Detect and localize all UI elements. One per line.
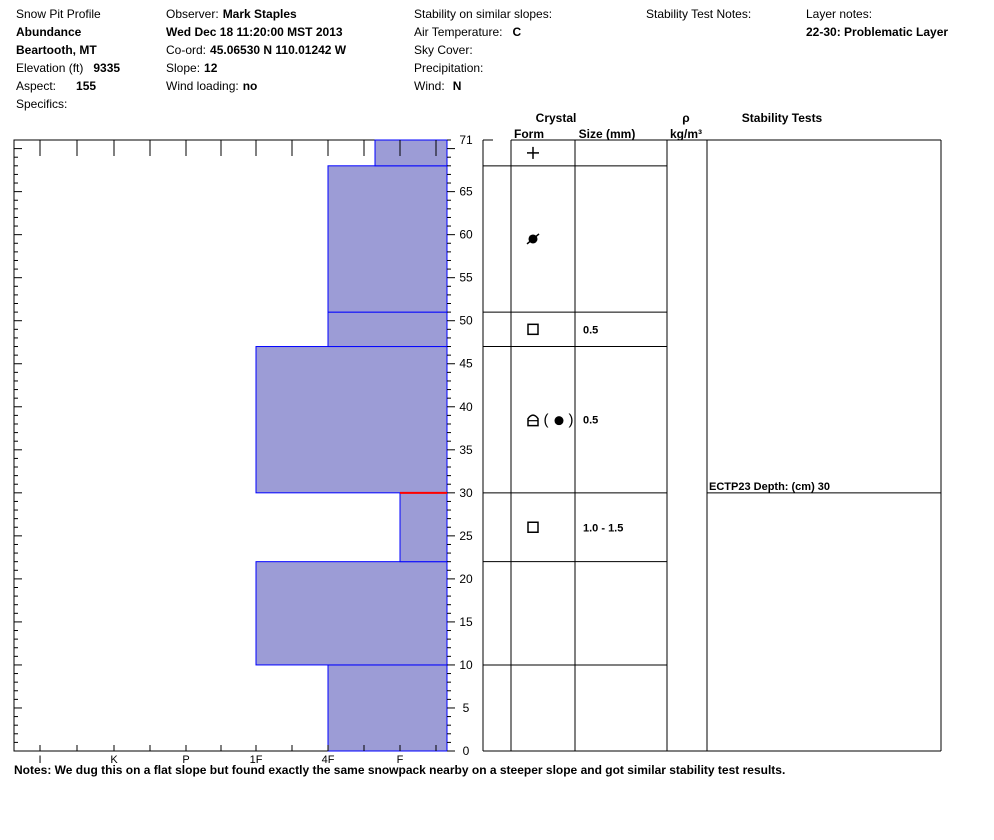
rounding-facet-icon xyxy=(528,412,574,429)
coord-value: 45.06530 N 110.01242 W xyxy=(210,43,347,57)
col-density-unit-header: kg/m³ xyxy=(669,127,703,141)
hardness-layer-2 xyxy=(400,493,447,562)
hardness-label-P: P xyxy=(182,754,190,766)
header-precip: Precipitation: xyxy=(414,61,484,75)
header-layer-notes-label: Layer notes: xyxy=(806,7,873,21)
hardness-label-K: K xyxy=(110,754,118,766)
elevation-value: 9335 xyxy=(93,61,121,75)
new-snow-icon xyxy=(527,147,539,159)
col-rho-header: ρ xyxy=(682,111,690,125)
svg-text:(: ( xyxy=(543,411,549,429)
wind-loading-label: Wind loading: xyxy=(166,79,239,93)
wind-value: N xyxy=(452,79,462,93)
y-label-15: 15 xyxy=(459,614,473,629)
hardness-layer-0 xyxy=(328,665,447,751)
hardness-layer-5 xyxy=(328,166,447,312)
y-label-20: 20 xyxy=(459,571,473,586)
y-label-40: 40 xyxy=(459,399,473,414)
aspect-label: Aspect: xyxy=(16,79,57,93)
hardness-label-I: I xyxy=(38,754,42,766)
header-title: Snow Pit Profile xyxy=(16,7,101,21)
crystal-size-3: 0.5 xyxy=(583,414,599,427)
crystal-size-2: 1.0 - 1.5 xyxy=(583,522,624,535)
y-label-0: 0 xyxy=(462,744,470,758)
header-stability-similar: Stability on similar slopes: xyxy=(414,7,553,21)
notes-text: Notes: We dug this on a flat slope but found exactly the same snowpack nearby on a steeper slope and got similar stability test results. xyxy=(14,763,786,777)
y-label-65: 65 xyxy=(459,184,473,199)
aspect-value: 155 xyxy=(76,79,97,93)
y-label-50: 50 xyxy=(459,313,473,328)
hardness-layers xyxy=(256,140,447,751)
y-label-10: 10 xyxy=(459,657,473,672)
observer-label: Observer: xyxy=(166,7,219,21)
elevation-label: Elevation (ft) xyxy=(16,61,84,75)
observer-value: Mark Staples xyxy=(222,7,297,21)
decomposing-icon xyxy=(527,234,539,244)
air-temp-label: Air Temperature: xyxy=(414,25,503,39)
col-size-header: Size (mm) xyxy=(578,127,636,141)
facet-icon xyxy=(528,324,538,334)
coord-label: Co-ord: xyxy=(166,43,207,57)
svg-text:): ) xyxy=(568,411,574,429)
y-label-55: 55 xyxy=(459,270,473,285)
header-region: Beartooth, MT xyxy=(16,43,97,57)
crystal-size-4: 0.5 xyxy=(583,324,599,337)
header-location: Abundance xyxy=(16,25,82,39)
header-datetime: Wed Dec 18 11:20:00 MST 2013 xyxy=(166,25,343,39)
y-label-25: 25 xyxy=(459,528,473,543)
y-label-30: 30 xyxy=(459,485,473,500)
header-stability-notes: Stability Test Notes: xyxy=(646,7,752,21)
hardness-label-4F: 4F xyxy=(321,754,335,766)
facet-icon xyxy=(528,522,538,532)
y-label-35: 35 xyxy=(459,442,473,457)
stability-tests xyxy=(707,481,941,493)
hardness-label-F: F xyxy=(396,754,404,766)
hardness-layer-3 xyxy=(256,347,447,493)
hardness-label-1F: 1F xyxy=(249,754,263,766)
col-stability-header: Stability Tests xyxy=(741,111,823,125)
slope-label: Slope: xyxy=(166,61,201,75)
header-layer-notes-value: 22-30: Problematic Layer xyxy=(806,25,949,39)
stability-test-label-0: ECTP23 Depth: (cm) 30 xyxy=(709,480,831,493)
header-specifics: Specifics: xyxy=(16,97,68,111)
y-label-60: 60 xyxy=(459,227,473,242)
y-label-5: 5 xyxy=(462,700,470,715)
slope-value: 12 xyxy=(204,61,218,75)
wind-label: Wind: xyxy=(414,79,445,93)
col-form-header: Form xyxy=(514,127,544,141)
hardness-layer-4 xyxy=(328,312,447,346)
header-sky-cover: Sky Cover: xyxy=(414,43,473,57)
hardness-layer-1 xyxy=(256,562,447,665)
air-temp-value: C xyxy=(512,25,522,39)
col-crystal-header: Crystal xyxy=(535,111,577,125)
y-label-71: 71 xyxy=(459,133,473,147)
wind-loading-value: no xyxy=(242,79,258,93)
y-label-45: 45 xyxy=(459,356,473,371)
